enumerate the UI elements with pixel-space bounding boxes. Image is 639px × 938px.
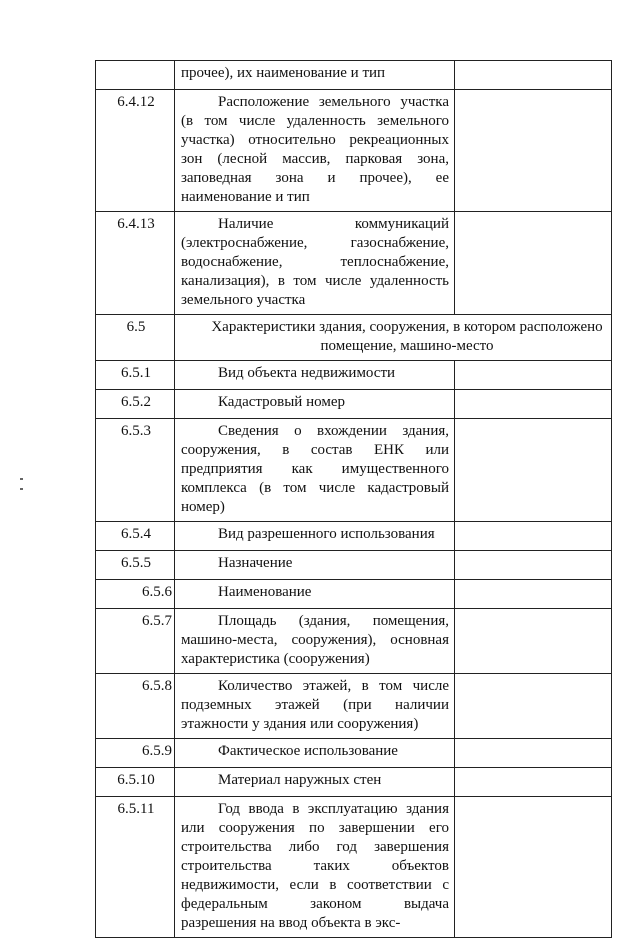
table-row (96, 768, 612, 797)
row-description: Наличие коммуникаций (электроснабжение, газоснабжение, водоснабжение, теплоснабжение, канализация), в том числе удаленность земельного участка (175, 212, 455, 315)
table-row (96, 797, 612, 938)
row-value-cell (455, 580, 612, 609)
row-description: Количество этажей, в том числе подземных этажей (при наличии этажности у здания или сооружения) (175, 674, 455, 739)
scan-artifact-dot (20, 478, 23, 480)
row-description: Назначение (175, 551, 455, 580)
row-value-cell (455, 419, 612, 522)
row-description: Наименование (175, 580, 455, 609)
row-description: Характеристики здания, сооружения, в котором расположено помещение, машино-место (175, 315, 612, 361)
row-value-cell (455, 212, 612, 315)
scan-artifact-dot (20, 488, 23, 490)
row-value-cell (455, 361, 612, 390)
row-number: 6.5.9 (96, 739, 175, 768)
row-value-cell (455, 522, 612, 551)
row-description: Кадастровый номер (175, 390, 455, 419)
table-row (96, 212, 612, 315)
table-row (96, 580, 612, 609)
row-number: 6.5 (96, 315, 175, 361)
row-value-cell (455, 797, 612, 938)
row-number: 6.5.4 (96, 522, 175, 551)
table-row (96, 739, 612, 768)
row-number: 6.5.5 (96, 551, 175, 580)
row-value-cell (455, 390, 612, 419)
table-row (96, 674, 612, 739)
row-number: 6.5.8 (96, 674, 175, 739)
table-row (96, 61, 612, 90)
row-description: Расположение земельного участка (в том числе удаленность земельного участка) относительно рекреационных зон (лесной массив, парковая зона, заповедная зона и прочее), ее наименование и тип (175, 90, 455, 212)
row-description: Материал наружных стен (175, 768, 455, 797)
table-row (96, 361, 612, 390)
row-number: 6.5.6 (96, 580, 175, 609)
table-row (96, 419, 612, 522)
row-value-cell (455, 739, 612, 768)
row-description: Вид разрешенного использования (175, 522, 455, 551)
row-number: 6.5.3 (96, 419, 175, 522)
row-value-cell (455, 609, 612, 674)
characteristics-table (95, 60, 612, 938)
row-number (96, 61, 175, 90)
table-row (96, 551, 612, 580)
row-number: 6.5.10 (96, 768, 175, 797)
row-description: Год ввода в эксплуатацию здания или сооружения по завершении его строительства либо год завершения строительства таких объектов недвижимости, если в соответствии с федеральным законом выдача разрешения на ввод объекта в экс- (175, 797, 455, 938)
row-value-cell (455, 768, 612, 797)
row-description: Площадь (здания, помещения, машино-места, сооружения), основная характеристика (сооружения) (175, 609, 455, 674)
row-description: Фактическое использование (175, 739, 455, 768)
row-number: 6.4.12 (96, 90, 175, 212)
row-number: 6.4.13 (96, 212, 175, 315)
row-number: 6.5.7 (96, 609, 175, 674)
row-number: 6.5.1 (96, 361, 175, 390)
row-description: Вид объекта недвижимости (175, 361, 455, 390)
row-description: прочее), их наименование и тип (175, 61, 455, 90)
row-value-cell (455, 61, 612, 90)
table-row (96, 609, 612, 674)
row-number: 6.5.11 (96, 797, 175, 938)
row-description: Сведения о вхождении здания, сооружения, в состав ЕНК или предприятия как имущественного комплекса (в том числе кадастровый номер) (175, 419, 455, 522)
table-row (96, 522, 612, 551)
row-value-cell (455, 90, 612, 212)
row-value-cell (455, 674, 612, 739)
table-row (96, 315, 612, 361)
row-value-cell (455, 551, 612, 580)
row-number: 6.5.2 (96, 390, 175, 419)
table-row (96, 90, 612, 212)
table-row (96, 390, 612, 419)
